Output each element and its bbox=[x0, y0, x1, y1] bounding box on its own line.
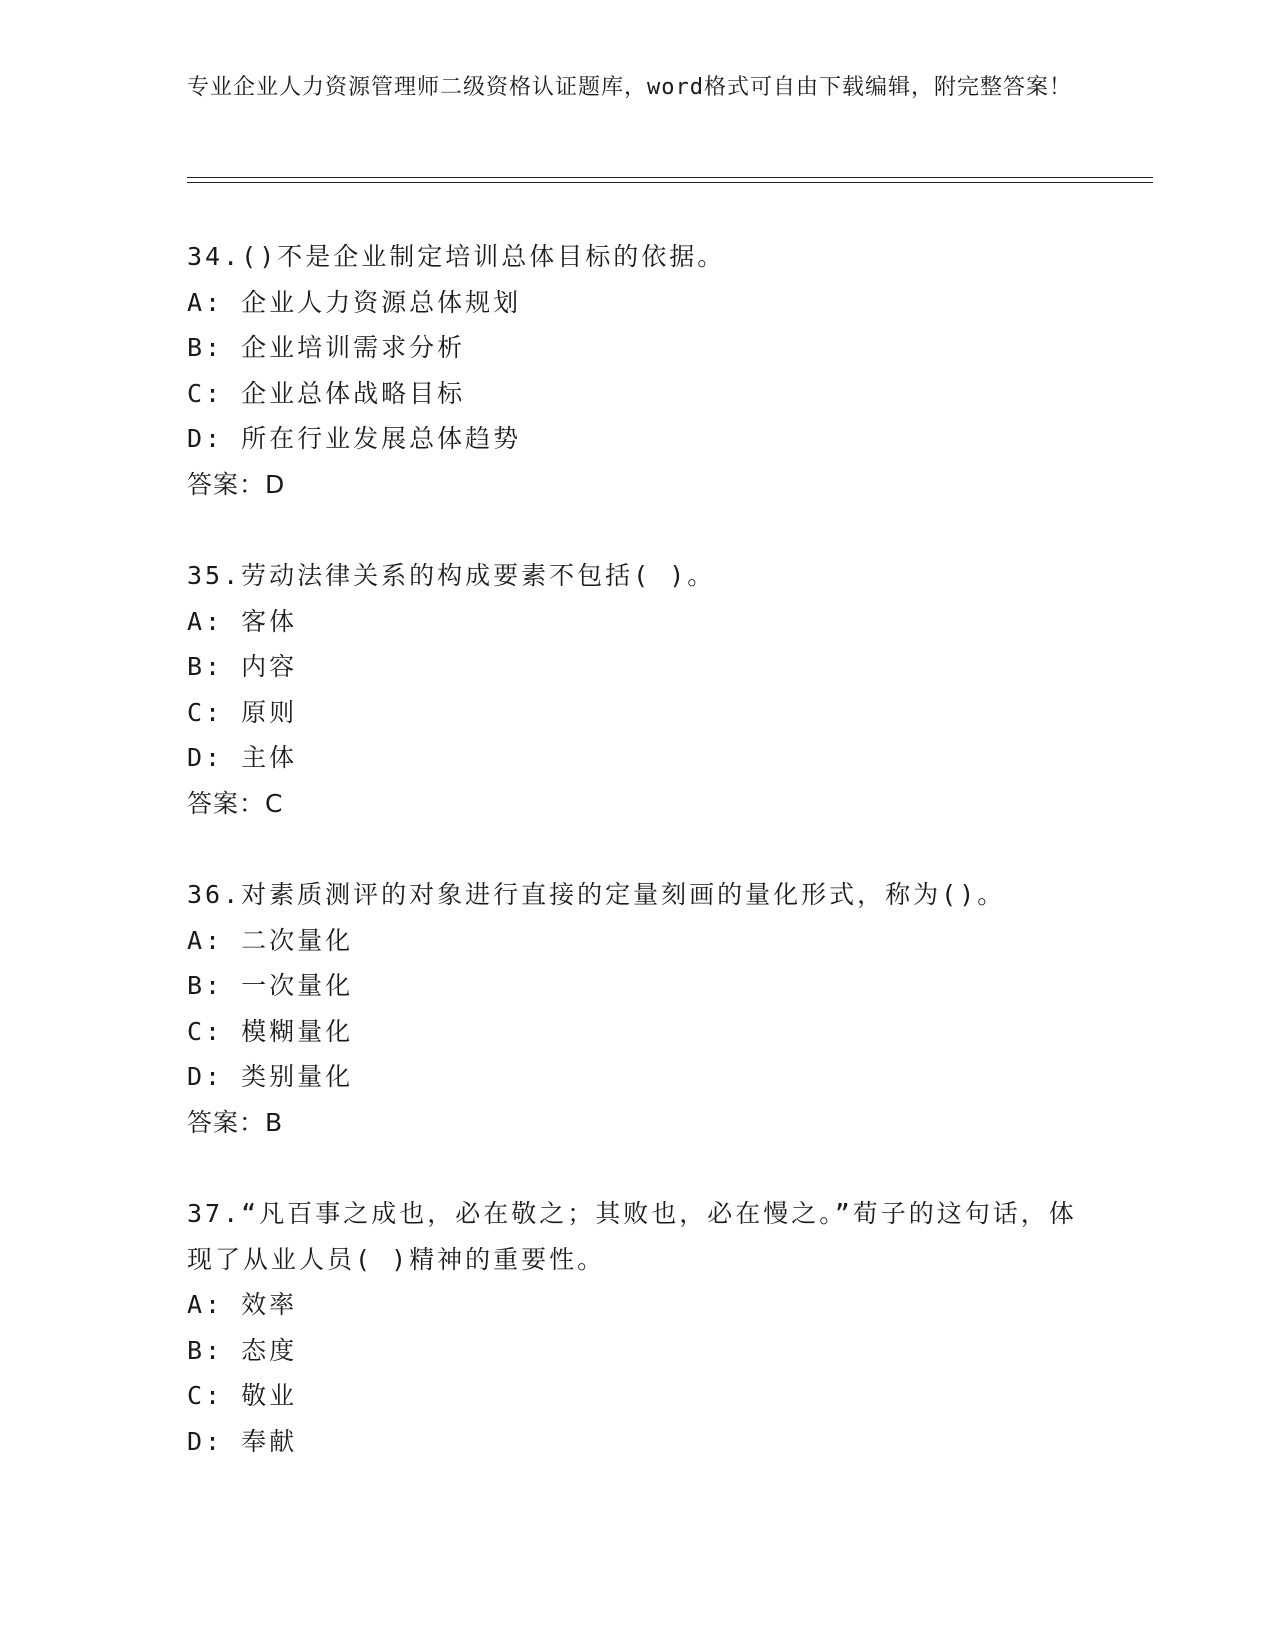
option-b: B: 态度 bbox=[187, 1335, 298, 1365]
option-b: B: 内容 bbox=[187, 652, 298, 681]
header-divider bbox=[187, 177, 1153, 183]
document-header bbox=[187, 72, 1087, 103]
option-a: A: 客体 bbox=[187, 606, 298, 636]
question-list bbox=[187, 234, 1087, 1510]
header-text: 专业企业人力资源管理师二级资格认证题库，word格式可自由下载编辑，附完整答案！ bbox=[187, 75, 1072, 100]
option-a: A: 二次量化 bbox=[187, 925, 354, 955]
question-34 bbox=[187, 234, 1087, 507]
question-36 bbox=[187, 872, 1087, 1145]
option-d: D: 主体 bbox=[187, 743, 298, 772]
question-35 bbox=[187, 553, 1087, 826]
question-stem: 36.对素质测评的对象进行直接的定量刻画的量化形式，称为()。 bbox=[187, 880, 1006, 909]
question-37 bbox=[187, 1191, 1087, 1464]
option-b: B: 一次量化 bbox=[187, 971, 354, 1000]
option-c: C: 企业总体战略目标 bbox=[187, 378, 466, 408]
question-stem: 34.()不是企业制定培训总体目标的依据。 bbox=[187, 242, 726, 271]
option-d: D: 所在行业发展总体趋势 bbox=[187, 424, 522, 453]
question-stem: 37.“凡百事之成也，必在敬之；其败也，必在慢之。”荀子的这句话，体现了从业人员( )精神的重要性。 bbox=[187, 1199, 1077, 1274]
answer-key: 答案：B bbox=[187, 1107, 284, 1137]
option-c: C: 敬业 bbox=[187, 1381, 298, 1410]
option-c: C: 原则 bbox=[187, 697, 298, 727]
option-a: A: 效率 bbox=[187, 1290, 298, 1319]
option-c: C: 模糊量化 bbox=[187, 1016, 354, 1046]
answer-key: 答案：C bbox=[187, 788, 284, 818]
option-d: D: 类别量化 bbox=[187, 1062, 354, 1091]
option-a: A: 企业人力资源总体规划 bbox=[187, 287, 522, 317]
option-d: D: 奉献 bbox=[187, 1426, 298, 1456]
answer-key: 答案：D bbox=[187, 469, 286, 499]
question-stem: 35.劳动法律关系的构成要素不包括( )。 bbox=[187, 561, 716, 590]
option-b: B: 企业培训需求分析 bbox=[187, 333, 466, 362]
